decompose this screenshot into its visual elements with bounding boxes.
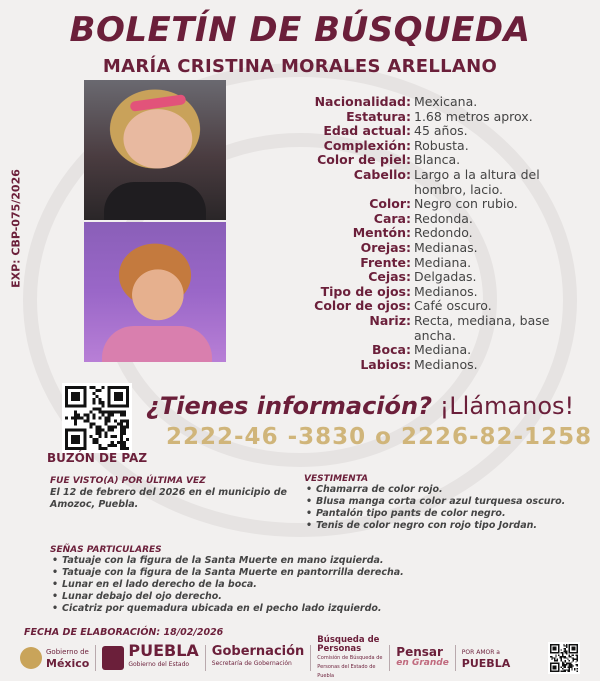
last-seen-text: El 12 de febrero del 2026 en el municipio de Amozoc, Puebla. [50, 487, 287, 510]
detail-row [286, 285, 586, 300]
case-number: EXP: CBP-075/2026 [9, 169, 23, 288]
pensar-en-grande-logo [396, 647, 449, 669]
detail-row [286, 358, 586, 373]
list-item: • Tenis de color negro con rojo tipo Jordan. [304, 520, 574, 532]
detail-value: Recta, mediana, base ancha. [414, 312, 550, 343]
list-item: • Tatuaje con la figura de la Santa Muerte en mano izquierda. [50, 555, 550, 567]
detail-value: Mexicana. [414, 94, 478, 109]
qr-code[interactable] [62, 383, 132, 453]
detail-label: Nacionalidad: [314, 94, 411, 109]
detail-row [286, 124, 586, 139]
busqueda-logo [317, 636, 383, 681]
list-item: • Pantalón tipo pants de color negro. [304, 508, 574, 520]
cta-question: ¿Tienes información? [146, 392, 433, 420]
detail-label: Mentón: [352, 225, 411, 241]
list-item: • Tatuaje con la figura de la Santa Muerte en pantorrilla derecha. [50, 567, 550, 579]
description-list [286, 95, 586, 372]
detail-value: Delgadas. [414, 269, 477, 285]
logo-text: PUEBLA [461, 657, 511, 670]
detail-label: Cara: [373, 210, 411, 226]
por-amor-a-puebla-logo [462, 647, 510, 669]
bulletin-title: BOLETÍN DE BÚSQUEDA [69, 10, 531, 50]
detail-row [286, 139, 586, 154]
gobierno-mexico-logo [20, 647, 89, 669]
logo-text: en Grande [396, 658, 449, 668]
detail-label: Cejas: [368, 269, 411, 285]
detail-row [286, 226, 586, 241]
detail-value: Mediana. [414, 254, 472, 270]
logo-text: POR AMOR a [461, 649, 500, 656]
puebla-logo [102, 641, 199, 672]
detail-row [286, 153, 586, 168]
last-seen-title: FUE VISTO(A) POR ÚLTIMA VEZ [50, 476, 206, 486]
detail-label: Edad actual: [323, 123, 411, 139]
detail-label: Tipo de ojos: [320, 283, 411, 299]
detail-value: Café oscuro. [414, 298, 492, 314]
detail-row [286, 95, 586, 110]
eagle-seal-icon [20, 647, 42, 669]
logo-text: Comisión de Búsqueda de Personas del Estado de Puebla [317, 654, 383, 679]
logo-text: Gobernación [211, 644, 305, 659]
marks-title: SEÑAS PARTICULARES [50, 545, 162, 555]
detail-label: Orejas: [360, 239, 411, 255]
list-item: • Chamarra de color rojo. [304, 484, 574, 496]
distinguishing-marks-section [50, 545, 550, 615]
detail-label: Complexión: [323, 137, 411, 153]
detail-label: Nariz: [369, 312, 411, 328]
detail-value: Medianos. [414, 356, 478, 372]
detail-row [286, 299, 586, 314]
cta-call: ¡Llámanos! [432, 392, 575, 420]
detail-row [286, 270, 586, 285]
detail-label: Frente: [360, 254, 411, 270]
detail-value: Redonda. [414, 210, 473, 226]
logo-text: Secretaría de Gobernación [211, 660, 292, 667]
person-name: MARÍA CRISTINA MORALES ARELLANO [102, 56, 498, 77]
logo-text: Búsqueda de Personas [317, 634, 380, 654]
detail-row [286, 197, 586, 212]
list-item: • Blusa manga corta color azul turquesa oscuro. [304, 496, 574, 508]
detail-row [286, 256, 586, 271]
detail-label: Color de piel: [317, 152, 411, 168]
list-item: • Lunar en el lado derecho de la boca. [50, 579, 550, 591]
detail-row [286, 241, 586, 256]
buzon-label: BUZÓN DE PAZ [46, 451, 148, 465]
detail-row [286, 110, 586, 125]
detail-label: Estatura: [346, 108, 411, 124]
last-seen-section [50, 476, 290, 511]
logo-text: Gobierno de [46, 648, 89, 656]
person-photo-2 [84, 222, 226, 362]
clothing-section [304, 474, 574, 532]
logo-text: Gobierno del Estado [128, 661, 190, 668]
logo-text: PUEBLA [128, 641, 199, 660]
footer-qr-code[interactable] [548, 642, 580, 674]
detail-value: 1.68 metros aprox. [414, 108, 533, 124]
clothing-title: VESTIMENTA [304, 474, 369, 484]
detail-value: Redondo. [414, 225, 473, 241]
detail-label: Color: [369, 196, 411, 212]
logo-text: Pensar [396, 645, 443, 659]
detail-value: Mediana. [414, 342, 472, 358]
detail-label: Boca: [372, 342, 411, 358]
detail-value: Medianos. [414, 283, 478, 299]
detail-row [286, 168, 586, 197]
list-item: • Cicatriz por quemadura ubicada en el pecho lado izquierdo. [50, 603, 550, 615]
detail-label: Labios: [360, 356, 411, 372]
detail-value: Negro con rubio. [414, 196, 518, 212]
puebla-emblem-icon [102, 646, 124, 670]
detail-row [286, 314, 586, 343]
phone-numbers[interactable]: 2222-46 -3830 o 2226-82-1258 [166, 424, 593, 450]
detail-row [286, 343, 586, 358]
list-item: • Lunar debajo del ojo derecho. [50, 591, 550, 603]
detail-label: Cabello: [353, 166, 411, 182]
detail-value: Blanca. [414, 152, 461, 168]
detail-value: Robusta. [414, 137, 469, 153]
gobernacion-logo [212, 646, 305, 670]
person-photo-1 [84, 80, 226, 220]
elaboration-date: FECHA DE ELABORACIÓN: 18/02/2026 [24, 627, 224, 638]
detail-row [286, 212, 586, 227]
detail-value: Largo a la altura del hombro, lacio. [414, 166, 540, 197]
footer-logos [20, 634, 580, 679]
call-to-action [146, 392, 574, 420]
detail-value: 45 años. [414, 123, 468, 139]
detail-label: Color de ojos: [314, 298, 411, 314]
logo-text: México [46, 657, 90, 670]
detail-value: Medianas. [414, 239, 478, 255]
